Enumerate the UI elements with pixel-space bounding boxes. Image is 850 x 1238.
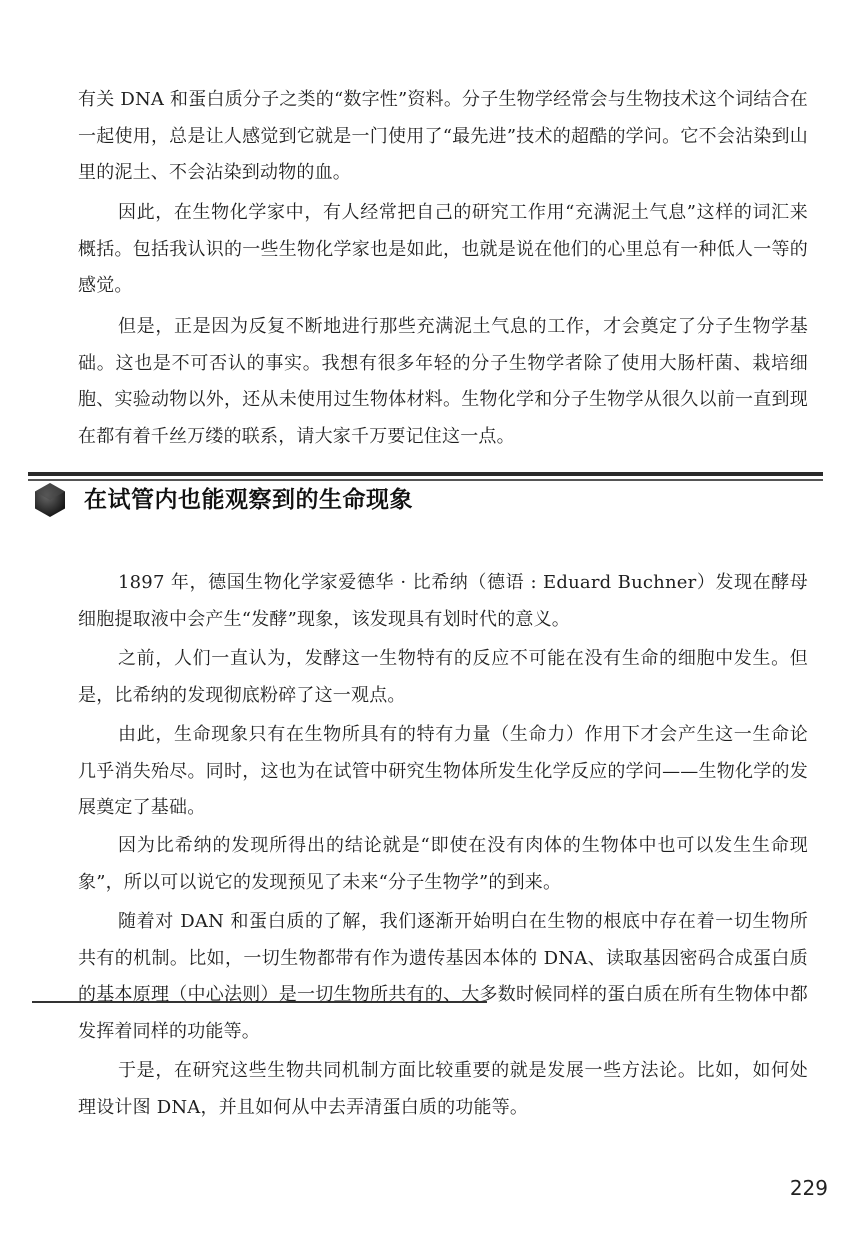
section-heading (32, 480, 822, 520)
paragraph: 由此，生命现象只有在生物所具有的特有力量（生命力）作用下才会产生这一生命论几乎消失殆尽。同时，这也为在试管中研究生物体所发生化学反应的学问——生物化学的发展奠定了基础。 (78, 724, 808, 818)
hexagon-bullet-icon (32, 482, 68, 518)
paragraph: 随着对 DAN 和蛋白质的了解，我们逐渐开始明白在生物的根底中存在着一切生物所共有的机制。比如，一切生物都带有作为遗传基因本体的 DNA、读取基因密码合成蛋白质的基本原理（中心法则）是一切生物所共有的、大多数时候同样的蛋白质在所有生物体中都发挥着同样的功能等。 (78, 911, 808, 1042)
paragraph-continued: 有关 DNA 和蛋白质分子之类的“数字性”资料。分子生物学经常会与生物技术这个词结合在一起使用，总是让人感觉到它就是一门使用了“最先进”技术的超酷的学问。它不会沾染到山里的泥土、不会沾染到动物的血。 (78, 89, 808, 183)
page-number: 229 (789, 1176, 828, 1200)
section-divider-thick (28, 472, 823, 476)
paragraph: 1897 年，德国生物化学家爱德华 · 比希纳（德语 : Eduard Buchner）发现在酵母细胞提取液中会产生“发酵”现象，该发现具有划时代的意义。 (78, 572, 808, 630)
paragraph: 之前，人们一直认为，发酵这一生物特有的反应不可能在没有生命的细胞中发生。但是，比希纳的发现彻底粉碎了这一观点。 (78, 648, 808, 706)
paragraph: 于是，在研究这些生物共同机制方面比较重要的就是发展一些方法论。比如，如何处理设计图 DNA，并且如何从中去弄清蛋白质的功能等。 (78, 1060, 808, 1118)
paragraph: 因此，在生物化学家中，有人经常把自己的研究工作用“充满泥土气息”这样的词汇来概括。包括我认识的一些生物化学家也是如此，也就是说在他们的心里总有一种低人一等的感觉。 (78, 202, 808, 296)
paragraph: 但是，正是因为反复不断地进行那些充满泥土气息的工作，才会奠定了分子生物学基础。这也是不可否认的事实。我想有很多年轻的分子生物学者除了使用大肠杆菌、栽培细胞、实验动物以外，还从未使用过生物体材料。生物化学和分子生物学从很久以前一直到现在都有着千丝万缕的联系，请大家千万要记住这一点。 (78, 316, 808, 447)
section-title: 在试管内也能观察到的生命现象 (84, 487, 413, 513)
paragraph: 因为比希纳的发现所得出的结论就是“即使在没有肉体的生物体中也可以发生生命现象”，所以可以说它的发现预见了未来“分子生物学”的到来。 (78, 835, 808, 893)
